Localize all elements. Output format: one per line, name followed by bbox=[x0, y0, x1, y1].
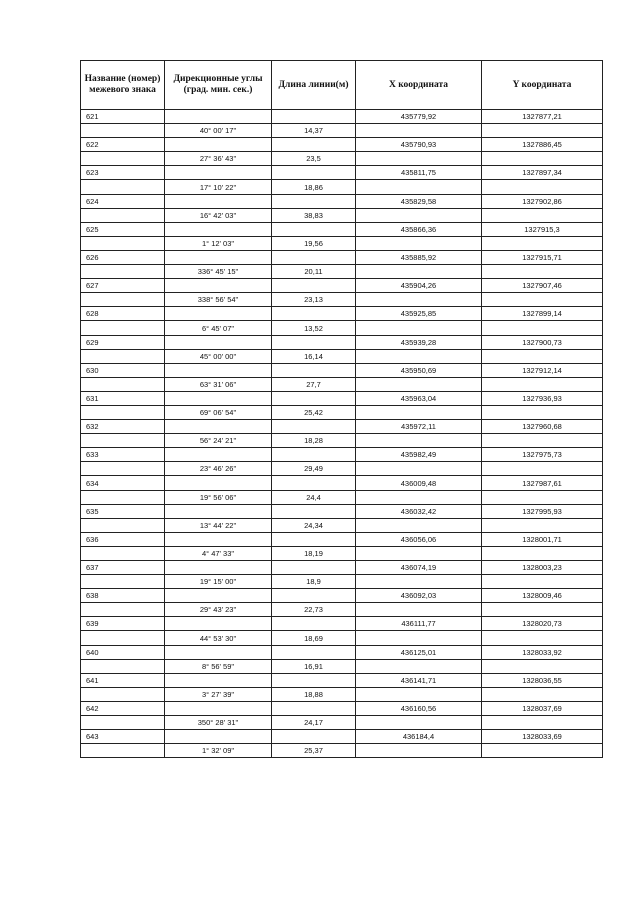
cell-mark-name bbox=[81, 208, 165, 222]
cell-direction-angle: 336° 45' 15" bbox=[165, 265, 272, 279]
table-row bbox=[81, 377, 603, 391]
cell-line-length bbox=[272, 335, 356, 349]
cell-x-coordinate bbox=[356, 208, 482, 222]
cell-direction-angle: 17° 10' 22" bbox=[165, 180, 272, 194]
header-row bbox=[81, 61, 603, 110]
cell-mark-name: 637 bbox=[81, 561, 165, 575]
cell-line-length: 24,17 bbox=[272, 716, 356, 730]
table-row bbox=[81, 659, 603, 673]
cell-x-coordinate bbox=[356, 659, 482, 673]
cell-mark-name: 621 bbox=[81, 110, 165, 124]
cell-mark-name bbox=[81, 575, 165, 589]
cell-x-coordinate bbox=[356, 152, 482, 166]
cell-y-coordinate bbox=[482, 377, 603, 391]
cell-y-coordinate: 1327877,21 bbox=[482, 110, 603, 124]
cell-y-coordinate bbox=[482, 208, 603, 222]
cell-line-length: 23,5 bbox=[272, 152, 356, 166]
table-row bbox=[81, 716, 603, 730]
cell-direction-angle bbox=[165, 222, 272, 236]
cell-y-coordinate: 1327975,73 bbox=[482, 448, 603, 462]
table-row bbox=[81, 730, 603, 744]
cell-direction-angle bbox=[165, 194, 272, 208]
cell-y-coordinate: 1327900,73 bbox=[482, 335, 603, 349]
cell-y-coordinate bbox=[482, 405, 603, 419]
cell-line-length: 25,42 bbox=[272, 405, 356, 419]
cell-direction-angle bbox=[165, 110, 272, 124]
cell-mark-name bbox=[81, 349, 165, 363]
cell-line-length: 38,83 bbox=[272, 208, 356, 222]
cell-line-length bbox=[272, 448, 356, 462]
cell-direction-angle: 4° 47' 33" bbox=[165, 546, 272, 560]
cell-y-coordinate: 1328003,23 bbox=[482, 561, 603, 575]
table-row bbox=[81, 490, 603, 504]
cell-line-length bbox=[272, 363, 356, 377]
cell-mark-name: 626 bbox=[81, 250, 165, 264]
cell-x-coordinate bbox=[356, 349, 482, 363]
cell-direction-angle: 1° 32' 09" bbox=[165, 744, 272, 758]
table-row bbox=[81, 687, 603, 701]
cell-line-length bbox=[272, 532, 356, 546]
cell-y-coordinate bbox=[482, 659, 603, 673]
cell-x-coordinate bbox=[356, 236, 482, 250]
cell-y-coordinate: 1328009,46 bbox=[482, 589, 603, 603]
table-row bbox=[81, 363, 603, 377]
cell-direction-angle: 69° 06' 54" bbox=[165, 405, 272, 419]
cell-x-coordinate bbox=[356, 180, 482, 194]
cell-line-length: 20,11 bbox=[272, 265, 356, 279]
table-row bbox=[81, 645, 603, 659]
cell-y-coordinate: 1328033,92 bbox=[482, 645, 603, 659]
cell-line-length bbox=[272, 110, 356, 124]
cell-y-coordinate: 1328001,71 bbox=[482, 532, 603, 546]
cell-direction-angle: 8° 56' 59" bbox=[165, 659, 272, 673]
table-row bbox=[81, 589, 603, 603]
cell-mark-name: 633 bbox=[81, 448, 165, 462]
cell-x-coordinate: 436056,06 bbox=[356, 532, 482, 546]
cell-y-coordinate: 1327915,71 bbox=[482, 250, 603, 264]
table-row bbox=[81, 405, 603, 419]
cell-x-coordinate: 435972,11 bbox=[356, 420, 482, 434]
cell-x-coordinate: 435925,85 bbox=[356, 307, 482, 321]
cell-line-length bbox=[272, 222, 356, 236]
cell-direction-angle: 44° 53' 30" bbox=[165, 631, 272, 645]
cell-direction-angle bbox=[165, 335, 272, 349]
cell-direction-angle bbox=[165, 307, 272, 321]
cell-x-coordinate: 435939,28 bbox=[356, 335, 482, 349]
cell-line-length: 18,69 bbox=[272, 631, 356, 645]
cell-line-length: 18,88 bbox=[272, 687, 356, 701]
cell-y-coordinate: 1327907,46 bbox=[482, 279, 603, 293]
cell-line-length bbox=[272, 194, 356, 208]
cell-mark-name bbox=[81, 603, 165, 617]
table-row bbox=[81, 420, 603, 434]
boundary-marks-table bbox=[80, 60, 603, 758]
cell-y-coordinate bbox=[482, 293, 603, 307]
cell-direction-angle bbox=[165, 391, 272, 405]
cell-direction-angle bbox=[165, 730, 272, 744]
cell-x-coordinate: 435904,26 bbox=[356, 279, 482, 293]
cell-line-length: 22,73 bbox=[272, 603, 356, 617]
cell-line-length bbox=[272, 504, 356, 518]
table-row bbox=[81, 617, 603, 631]
cell-mark-name: 635 bbox=[81, 504, 165, 518]
cell-mark-name bbox=[81, 180, 165, 194]
cell-direction-angle: 16° 42' 03" bbox=[165, 208, 272, 222]
cell-direction-angle bbox=[165, 448, 272, 462]
cell-direction-angle: 40° 00' 17" bbox=[165, 124, 272, 138]
cell-line-length bbox=[272, 307, 356, 321]
cell-line-length: 16,91 bbox=[272, 659, 356, 673]
cell-y-coordinate bbox=[482, 603, 603, 617]
cell-x-coordinate bbox=[356, 744, 482, 758]
table-row bbox=[81, 236, 603, 250]
cell-mark-name: 636 bbox=[81, 532, 165, 546]
cell-x-coordinate bbox=[356, 687, 482, 701]
cell-direction-angle: 19° 56' 06" bbox=[165, 490, 272, 504]
cell-mark-name bbox=[81, 265, 165, 279]
table-row bbox=[81, 222, 603, 236]
cell-mark-name bbox=[81, 687, 165, 701]
table-row bbox=[81, 561, 603, 575]
table-row bbox=[81, 504, 603, 518]
cell-x-coordinate bbox=[356, 716, 482, 730]
cell-mark-name: 634 bbox=[81, 476, 165, 490]
cell-y-coordinate bbox=[482, 462, 603, 476]
cell-direction-angle bbox=[165, 589, 272, 603]
cell-x-coordinate: 436184,4 bbox=[356, 730, 482, 744]
cell-x-coordinate bbox=[356, 603, 482, 617]
cell-direction-angle: 45° 00' 00" bbox=[165, 349, 272, 363]
cell-y-coordinate bbox=[482, 546, 603, 560]
cell-mark-name: 630 bbox=[81, 363, 165, 377]
cell-x-coordinate: 436032,42 bbox=[356, 504, 482, 518]
table-row bbox=[81, 152, 603, 166]
cell-y-coordinate bbox=[482, 716, 603, 730]
table-row bbox=[81, 462, 603, 476]
cell-mark-name bbox=[81, 744, 165, 758]
cell-direction-angle bbox=[165, 701, 272, 715]
cell-line-length bbox=[272, 250, 356, 264]
cell-x-coordinate bbox=[356, 518, 482, 532]
cell-y-coordinate bbox=[482, 180, 603, 194]
cell-line-length: 14,37 bbox=[272, 124, 356, 138]
table-row bbox=[81, 476, 603, 490]
cell-mark-name: 639 bbox=[81, 617, 165, 631]
cell-direction-angle bbox=[165, 420, 272, 434]
cell-direction-angle bbox=[165, 561, 272, 575]
cell-line-length bbox=[272, 279, 356, 293]
cell-mark-name bbox=[81, 124, 165, 138]
cell-direction-angle: 27° 36' 43" bbox=[165, 152, 272, 166]
cell-direction-angle bbox=[165, 645, 272, 659]
cell-y-coordinate bbox=[482, 265, 603, 279]
header-direction-angle: Дирекционные углы (град. мин. сек.) bbox=[165, 61, 272, 110]
cell-line-length: 27,7 bbox=[272, 377, 356, 391]
cell-mark-name bbox=[81, 152, 165, 166]
cell-line-length bbox=[272, 561, 356, 575]
cell-y-coordinate bbox=[482, 631, 603, 645]
cell-direction-angle: 338° 56' 54" bbox=[165, 293, 272, 307]
cell-x-coordinate bbox=[356, 265, 482, 279]
table-row bbox=[81, 124, 603, 138]
cell-line-length: 19,56 bbox=[272, 236, 356, 250]
cell-y-coordinate: 1327912,14 bbox=[482, 363, 603, 377]
cell-x-coordinate: 436160,56 bbox=[356, 701, 482, 715]
table-row bbox=[81, 307, 603, 321]
cell-line-length: 23,13 bbox=[272, 293, 356, 307]
cell-direction-angle: 19° 15' 00" bbox=[165, 575, 272, 589]
cell-y-coordinate: 1327886,45 bbox=[482, 138, 603, 152]
cell-y-coordinate: 1328036,55 bbox=[482, 673, 603, 687]
table-row bbox=[81, 138, 603, 152]
cell-mark-name: 640 bbox=[81, 645, 165, 659]
table-row bbox=[81, 448, 603, 462]
table-body bbox=[81, 110, 603, 758]
cell-x-coordinate bbox=[356, 631, 482, 645]
table-row bbox=[81, 293, 603, 307]
cell-direction-angle bbox=[165, 250, 272, 264]
cell-direction-angle bbox=[165, 476, 272, 490]
cell-line-length: 18,9 bbox=[272, 575, 356, 589]
cell-y-coordinate bbox=[482, 236, 603, 250]
cell-x-coordinate: 436074,19 bbox=[356, 561, 482, 575]
cell-x-coordinate: 436111,77 bbox=[356, 617, 482, 631]
cell-line-length bbox=[272, 701, 356, 715]
cell-y-coordinate bbox=[482, 687, 603, 701]
table-row bbox=[81, 434, 603, 448]
cell-y-coordinate: 1327902,86 bbox=[482, 194, 603, 208]
cell-y-coordinate bbox=[482, 321, 603, 335]
table-row bbox=[81, 701, 603, 715]
table-row bbox=[81, 265, 603, 279]
cell-direction-angle bbox=[165, 166, 272, 180]
cell-mark-name: 642 bbox=[81, 701, 165, 715]
cell-line-length: 16,14 bbox=[272, 349, 356, 363]
cell-line-length: 24,34 bbox=[272, 518, 356, 532]
cell-line-length bbox=[272, 730, 356, 744]
cell-mark-name: 641 bbox=[81, 673, 165, 687]
cell-mark-name bbox=[81, 377, 165, 391]
cell-line-length: 18,28 bbox=[272, 434, 356, 448]
cell-x-coordinate bbox=[356, 321, 482, 335]
cell-x-coordinate bbox=[356, 124, 482, 138]
cell-mark-name: 624 bbox=[81, 194, 165, 208]
cell-mark-name: 625 bbox=[81, 222, 165, 236]
cell-x-coordinate: 436009,48 bbox=[356, 476, 482, 490]
header-y-coordinate: Y координата bbox=[482, 61, 603, 110]
cell-y-coordinate: 1328037,69 bbox=[482, 701, 603, 715]
cell-x-coordinate: 435950,69 bbox=[356, 363, 482, 377]
cell-line-length bbox=[272, 420, 356, 434]
cell-x-coordinate: 435790,93 bbox=[356, 138, 482, 152]
header-line-length: Длина линии(м) bbox=[272, 61, 356, 110]
cell-x-coordinate bbox=[356, 434, 482, 448]
cell-y-coordinate bbox=[482, 152, 603, 166]
header-x-coordinate: X координата bbox=[356, 61, 482, 110]
cell-mark-name: 623 bbox=[81, 166, 165, 180]
cell-x-coordinate bbox=[356, 575, 482, 589]
cell-mark-name: 622 bbox=[81, 138, 165, 152]
table-row bbox=[81, 575, 603, 589]
cell-x-coordinate: 436092,03 bbox=[356, 589, 482, 603]
cell-mark-name bbox=[81, 462, 165, 476]
cell-x-coordinate: 435963,04 bbox=[356, 391, 482, 405]
cell-line-length bbox=[272, 617, 356, 631]
cell-direction-angle: 29° 43' 23" bbox=[165, 603, 272, 617]
table-row bbox=[81, 631, 603, 645]
table-row bbox=[81, 532, 603, 546]
cell-line-length: 18,19 bbox=[272, 546, 356, 560]
cell-x-coordinate: 436141,71 bbox=[356, 673, 482, 687]
cell-direction-angle bbox=[165, 673, 272, 687]
cell-direction-angle bbox=[165, 138, 272, 152]
cell-y-coordinate bbox=[482, 575, 603, 589]
header-mark-name: Название (номер) межевого знака bbox=[81, 61, 165, 110]
cell-y-coordinate: 1327915,3 bbox=[482, 222, 603, 236]
table-row bbox=[81, 391, 603, 405]
cell-y-coordinate bbox=[482, 744, 603, 758]
cell-line-length bbox=[272, 166, 356, 180]
cell-y-coordinate bbox=[482, 124, 603, 138]
cell-direction-angle: 6° 45' 07" bbox=[165, 321, 272, 335]
table-row bbox=[81, 335, 603, 349]
cell-x-coordinate: 435829,58 bbox=[356, 194, 482, 208]
cell-y-coordinate: 1328020,73 bbox=[482, 617, 603, 631]
table-row bbox=[81, 208, 603, 222]
cell-y-coordinate: 1328033,69 bbox=[482, 730, 603, 744]
cell-line-length bbox=[272, 476, 356, 490]
cell-direction-angle: 350° 28' 31" bbox=[165, 716, 272, 730]
cell-x-coordinate: 436125,01 bbox=[356, 645, 482, 659]
table-row bbox=[81, 110, 603, 124]
cell-y-coordinate: 1327995,93 bbox=[482, 504, 603, 518]
table-row bbox=[81, 603, 603, 617]
cell-direction-angle bbox=[165, 504, 272, 518]
cell-mark-name bbox=[81, 236, 165, 250]
cell-x-coordinate: 435779,92 bbox=[356, 110, 482, 124]
cell-mark-name bbox=[81, 293, 165, 307]
table-row bbox=[81, 349, 603, 363]
cell-line-length: 24,4 bbox=[272, 490, 356, 504]
cell-direction-angle: 23° 46' 26" bbox=[165, 462, 272, 476]
cell-mark-name bbox=[81, 659, 165, 673]
table-row bbox=[81, 250, 603, 264]
cell-mark-name: 631 bbox=[81, 391, 165, 405]
cell-mark-name bbox=[81, 716, 165, 730]
cell-line-length: 13,52 bbox=[272, 321, 356, 335]
table-header bbox=[81, 61, 603, 110]
cell-line-length bbox=[272, 589, 356, 603]
table-row bbox=[81, 673, 603, 687]
cell-direction-angle bbox=[165, 363, 272, 377]
cell-line-length bbox=[272, 673, 356, 687]
cell-x-coordinate: 435811,75 bbox=[356, 166, 482, 180]
cell-line-length: 25,37 bbox=[272, 744, 356, 758]
cell-y-coordinate bbox=[482, 434, 603, 448]
cell-y-coordinate: 1327987,61 bbox=[482, 476, 603, 490]
cell-x-coordinate: 435982,49 bbox=[356, 448, 482, 462]
cell-direction-angle bbox=[165, 532, 272, 546]
cell-line-length bbox=[272, 391, 356, 405]
cell-mark-name bbox=[81, 490, 165, 504]
cell-direction-angle: 1° 12' 03" bbox=[165, 236, 272, 250]
cell-y-coordinate bbox=[482, 518, 603, 532]
cell-direction-angle bbox=[165, 279, 272, 293]
cell-mark-name bbox=[81, 631, 165, 645]
cell-x-coordinate bbox=[356, 490, 482, 504]
cell-direction-angle: 63° 31' 06" bbox=[165, 377, 272, 391]
cell-mark-name: 638 bbox=[81, 589, 165, 603]
cell-direction-angle: 3° 27' 39" bbox=[165, 687, 272, 701]
cell-mark-name: 632 bbox=[81, 420, 165, 434]
cell-direction-angle: 56° 24' 21" bbox=[165, 434, 272, 448]
cell-y-coordinate: 1327899,14 bbox=[482, 307, 603, 321]
cell-line-length: 29,49 bbox=[272, 462, 356, 476]
table-row bbox=[81, 166, 603, 180]
cell-y-coordinate: 1327936,93 bbox=[482, 391, 603, 405]
cell-direction-angle: 13° 44' 22" bbox=[165, 518, 272, 532]
cell-x-coordinate: 435866,36 bbox=[356, 222, 482, 236]
cell-x-coordinate bbox=[356, 462, 482, 476]
cell-mark-name bbox=[81, 434, 165, 448]
table-row bbox=[81, 518, 603, 532]
table-row bbox=[81, 321, 603, 335]
cell-y-coordinate: 1327897,34 bbox=[482, 166, 603, 180]
cell-y-coordinate bbox=[482, 349, 603, 363]
cell-x-coordinate bbox=[356, 405, 482, 419]
cell-mark-name: 629 bbox=[81, 335, 165, 349]
cell-mark-name: 643 bbox=[81, 730, 165, 744]
table-row bbox=[81, 279, 603, 293]
cell-line-length bbox=[272, 138, 356, 152]
cell-line-length: 18,86 bbox=[272, 180, 356, 194]
table-row bbox=[81, 194, 603, 208]
cell-line-length bbox=[272, 645, 356, 659]
table-row bbox=[81, 744, 603, 758]
cell-mark-name: 627 bbox=[81, 279, 165, 293]
cell-y-coordinate bbox=[482, 490, 603, 504]
cell-x-coordinate bbox=[356, 377, 482, 391]
cell-mark-name bbox=[81, 546, 165, 560]
cell-mark-name bbox=[81, 518, 165, 532]
cell-mark-name: 628 bbox=[81, 307, 165, 321]
cell-x-coordinate bbox=[356, 546, 482, 560]
cell-x-coordinate bbox=[356, 293, 482, 307]
table-row bbox=[81, 546, 603, 560]
cell-direction-angle bbox=[165, 617, 272, 631]
cell-y-coordinate: 1327960,68 bbox=[482, 420, 603, 434]
cell-mark-name bbox=[81, 405, 165, 419]
cell-x-coordinate: 435885,92 bbox=[356, 250, 482, 264]
table-row bbox=[81, 180, 603, 194]
cell-mark-name bbox=[81, 321, 165, 335]
